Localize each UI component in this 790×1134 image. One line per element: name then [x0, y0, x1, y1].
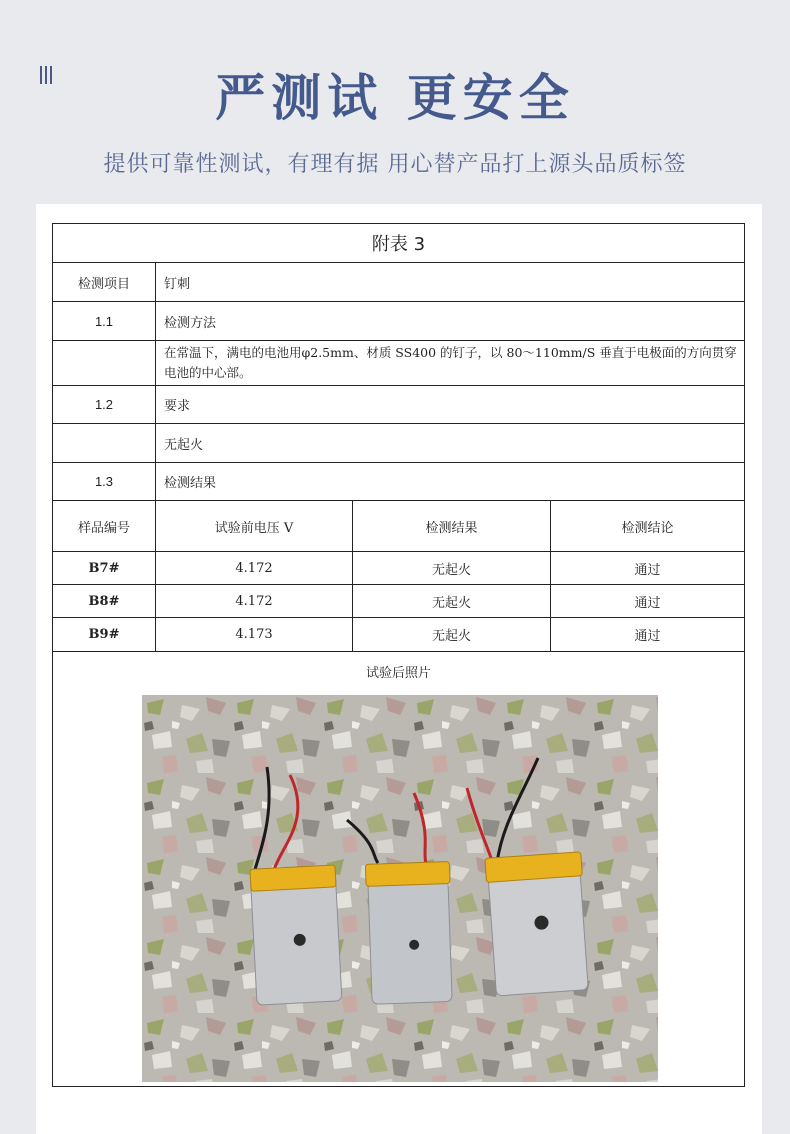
- item-value: 钉刺: [164, 276, 191, 292]
- section-3-number: 1.3: [53, 463, 156, 500]
- sample-id: B8#: [53, 585, 156, 617]
- section-1-text-row: [53, 341, 744, 386]
- column-header: 试验前电压 V: [156, 501, 353, 551]
- table-caption: 附表 3: [371, 234, 426, 255]
- battery-test-photo: [142, 695, 658, 1082]
- empty-cell: [53, 424, 156, 462]
- table-row: [53, 585, 744, 618]
- section-3-title: 检测结果: [164, 476, 217, 491]
- table-caption-row: [53, 224, 744, 263]
- section-2-title: 要求: [164, 399, 191, 414]
- table-row: [53, 618, 744, 652]
- section-1-title: 检测方法: [164, 315, 217, 331]
- sample-result: 无起火: [353, 618, 551, 651]
- battery-photo-illustration: [142, 695, 658, 1082]
- section-2-text: 无起火: [164, 437, 204, 453]
- column-header: 检测结论: [621, 520, 674, 536]
- section-1-row: [53, 302, 744, 341]
- column-header: 检测结果: [353, 501, 551, 551]
- photo-caption: 试验后照片: [365, 666, 431, 681]
- sample-result: 无起火: [353, 585, 551, 617]
- section-3-row: [53, 463, 744, 501]
- sample-voltage: 4.172: [156, 585, 353, 617]
- item-row: [53, 263, 744, 302]
- page-title: 严测试 更安全: [215, 69, 575, 127]
- empty-cell: [53, 341, 156, 385]
- item-label: 检测项目: [53, 263, 156, 301]
- section-2-number: 1.2: [53, 386, 156, 423]
- photo-section: [53, 652, 744, 1086]
- page-subtitle: 提供可靠性测试，有理有据 用心替产品打上源头品质标签: [103, 152, 687, 177]
- section-1-text: 在常温下，满电的电池用φ2.5mm、材质 SS400 的钉子，以 80～110mm/S 垂直于电极面的方向贯穿电池的中心部。: [164, 345, 737, 380]
- sample-voltage: 4.173: [156, 618, 353, 651]
- sample-conclusion: 通过: [634, 595, 661, 611]
- sample-conclusion: 通过: [634, 562, 661, 578]
- section-2-row: [53, 386, 744, 424]
- result-header-row: [53, 501, 744, 552]
- sample-id: B9#: [53, 618, 156, 651]
- section-2-text-row: [53, 424, 744, 463]
- sample-conclusion: 通过: [634, 629, 661, 644]
- sample-id: B7#: [53, 552, 156, 584]
- report-table: [52, 223, 745, 1087]
- report-sheet: [36, 204, 762, 1134]
- sample-voltage: 4.172: [156, 552, 353, 584]
- sample-result: 无起火: [353, 552, 551, 584]
- section-1-number: 1.1: [53, 302, 156, 340]
- column-header: 样品编号: [53, 501, 156, 551]
- table-row: [53, 552, 744, 585]
